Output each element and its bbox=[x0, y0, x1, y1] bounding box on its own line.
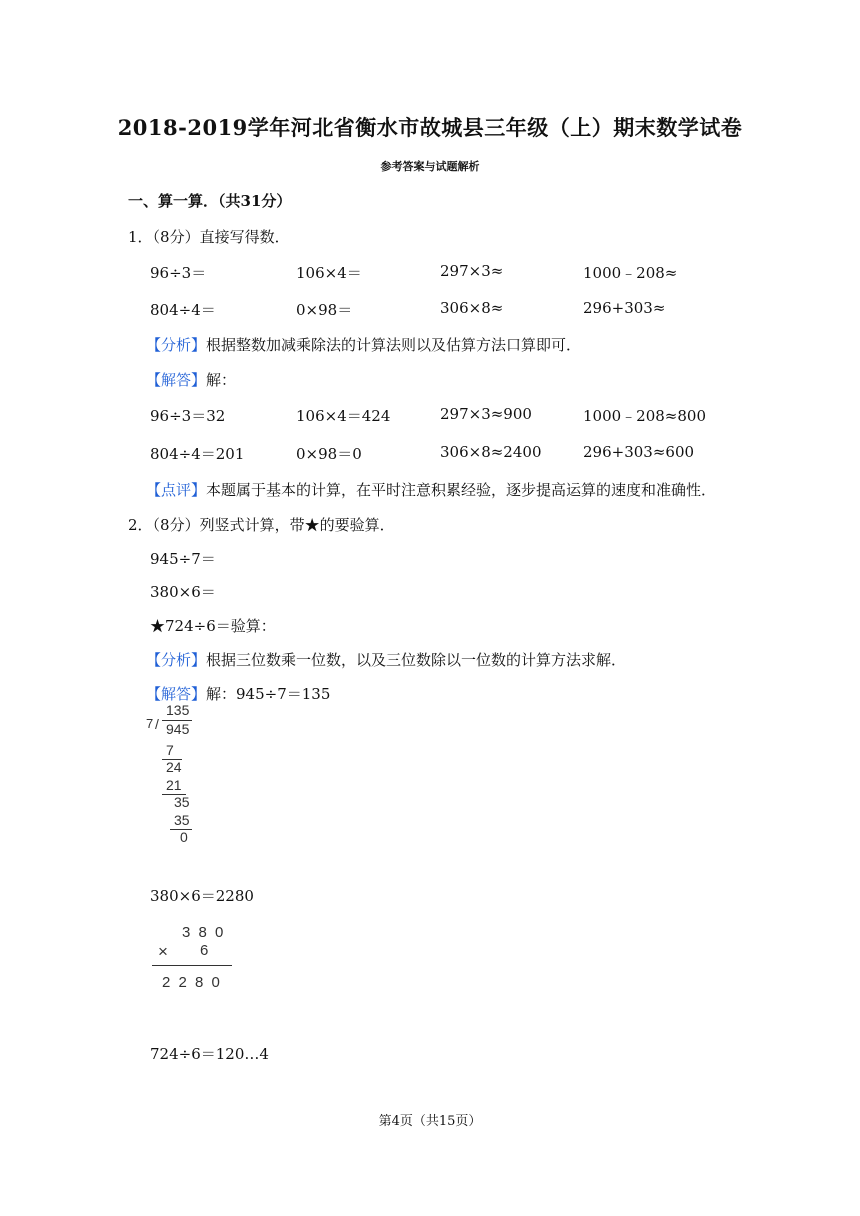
division-step: 35 bbox=[174, 794, 190, 810]
answer-tag: 【解答】 bbox=[146, 371, 207, 389]
q1-problem: 306×8≈ bbox=[440, 299, 504, 317]
mult-multiplier: 6 bbox=[200, 942, 209, 959]
q1-problem: 804÷4＝ bbox=[150, 301, 216, 319]
long-division-figure bbox=[146, 704, 206, 854]
division-step: 0 bbox=[180, 829, 188, 845]
division-step: 24 bbox=[166, 759, 182, 775]
q1-answer-item: 306×8≈2400 bbox=[440, 443, 542, 461]
comment-tag: 【点评】 bbox=[146, 481, 207, 499]
q1-problem: 1000﹣208≈ bbox=[583, 264, 678, 282]
q1-problem: 96÷3＝ bbox=[150, 264, 207, 282]
q2-div2-result: 724÷6＝120…4 bbox=[150, 1045, 269, 1063]
mult-sign: × bbox=[158, 942, 168, 961]
q2-analysis bbox=[146, 649, 626, 670]
mult-top: 3 8 0 bbox=[182, 924, 226, 941]
q2-header: 2．（8分）列竖式计算，带★的要验算． bbox=[128, 516, 395, 534]
q2-answer bbox=[146, 683, 330, 704]
page-footer: 第4页（共15页） bbox=[378, 1114, 482, 1129]
division-dividend: 945 bbox=[166, 721, 190, 737]
q1-problem: 297×3≈ bbox=[440, 262, 504, 280]
division-quotient: 135 bbox=[166, 702, 190, 718]
q2-item: 945÷7＝ bbox=[150, 550, 216, 568]
q1-answer-item: 96÷3＝32 bbox=[150, 407, 226, 425]
q1-answer-item: 804÷4＝201 bbox=[150, 445, 245, 463]
q1-comment bbox=[146, 479, 716, 500]
comment-text: 本题属于基本的计算，在平时注意积累经验，逐步提高运算的速度和准确性． bbox=[206, 481, 717, 499]
division-step: 21 bbox=[166, 777, 182, 793]
analysis-text: 根据整数加减乘除法的计算法则以及估算方法口算即可． bbox=[206, 336, 582, 354]
division-step: 7 bbox=[166, 742, 174, 758]
q1-answer-item: 1000﹣208≈800 bbox=[583, 407, 707, 425]
q2-mult-result: 380×6＝2280 bbox=[150, 887, 254, 905]
answer-text: 解： bbox=[206, 371, 237, 389]
analysis-text: 根据三位数乘一位数，以及三位数除以一位数的计算方法求解． bbox=[206, 651, 627, 669]
division-divisor: 7 bbox=[146, 716, 154, 731]
answer-text: 解：945÷7＝135 bbox=[206, 685, 331, 703]
division-bracket: / bbox=[155, 716, 159, 732]
q1-answer bbox=[146, 369, 236, 390]
analysis-tag: 【分析】 bbox=[146, 336, 207, 354]
q2-item: ★724÷6＝验算： bbox=[150, 617, 276, 635]
q1-problem: 0×98＝ bbox=[296, 301, 353, 319]
answer-tag: 【解答】 bbox=[146, 685, 207, 703]
division-step: 35 bbox=[174, 812, 190, 828]
q1-answer-item: 297×3≈900 bbox=[440, 405, 532, 423]
vertical-multiplication-figure bbox=[150, 924, 240, 994]
page-subtitle: 参考答案与试题解析 bbox=[380, 160, 480, 173]
q1-answer-item: 0×98＝0 bbox=[296, 445, 362, 463]
analysis-tag: 【分析】 bbox=[146, 651, 207, 669]
q1-header: 1．（8分）直接写得数． bbox=[128, 228, 290, 246]
q1-problem: 296+303≈ bbox=[583, 299, 666, 317]
mult-product: 2 2 8 0 bbox=[162, 974, 222, 991]
q1-analysis bbox=[146, 334, 581, 355]
q2-item: 380×6＝ bbox=[150, 583, 216, 601]
q1-problem: 106×4＝ bbox=[296, 264, 362, 282]
q1-answer-item: 106×4＝424 bbox=[296, 407, 391, 425]
q1-answer-item: 296+303≈600 bbox=[583, 443, 695, 461]
section-heading: 一、算一算．（共31分） bbox=[128, 192, 292, 210]
page-title: 2018-2019学年河北省衡水市故城县三年级（上）期末数学试卷 bbox=[117, 115, 743, 140]
